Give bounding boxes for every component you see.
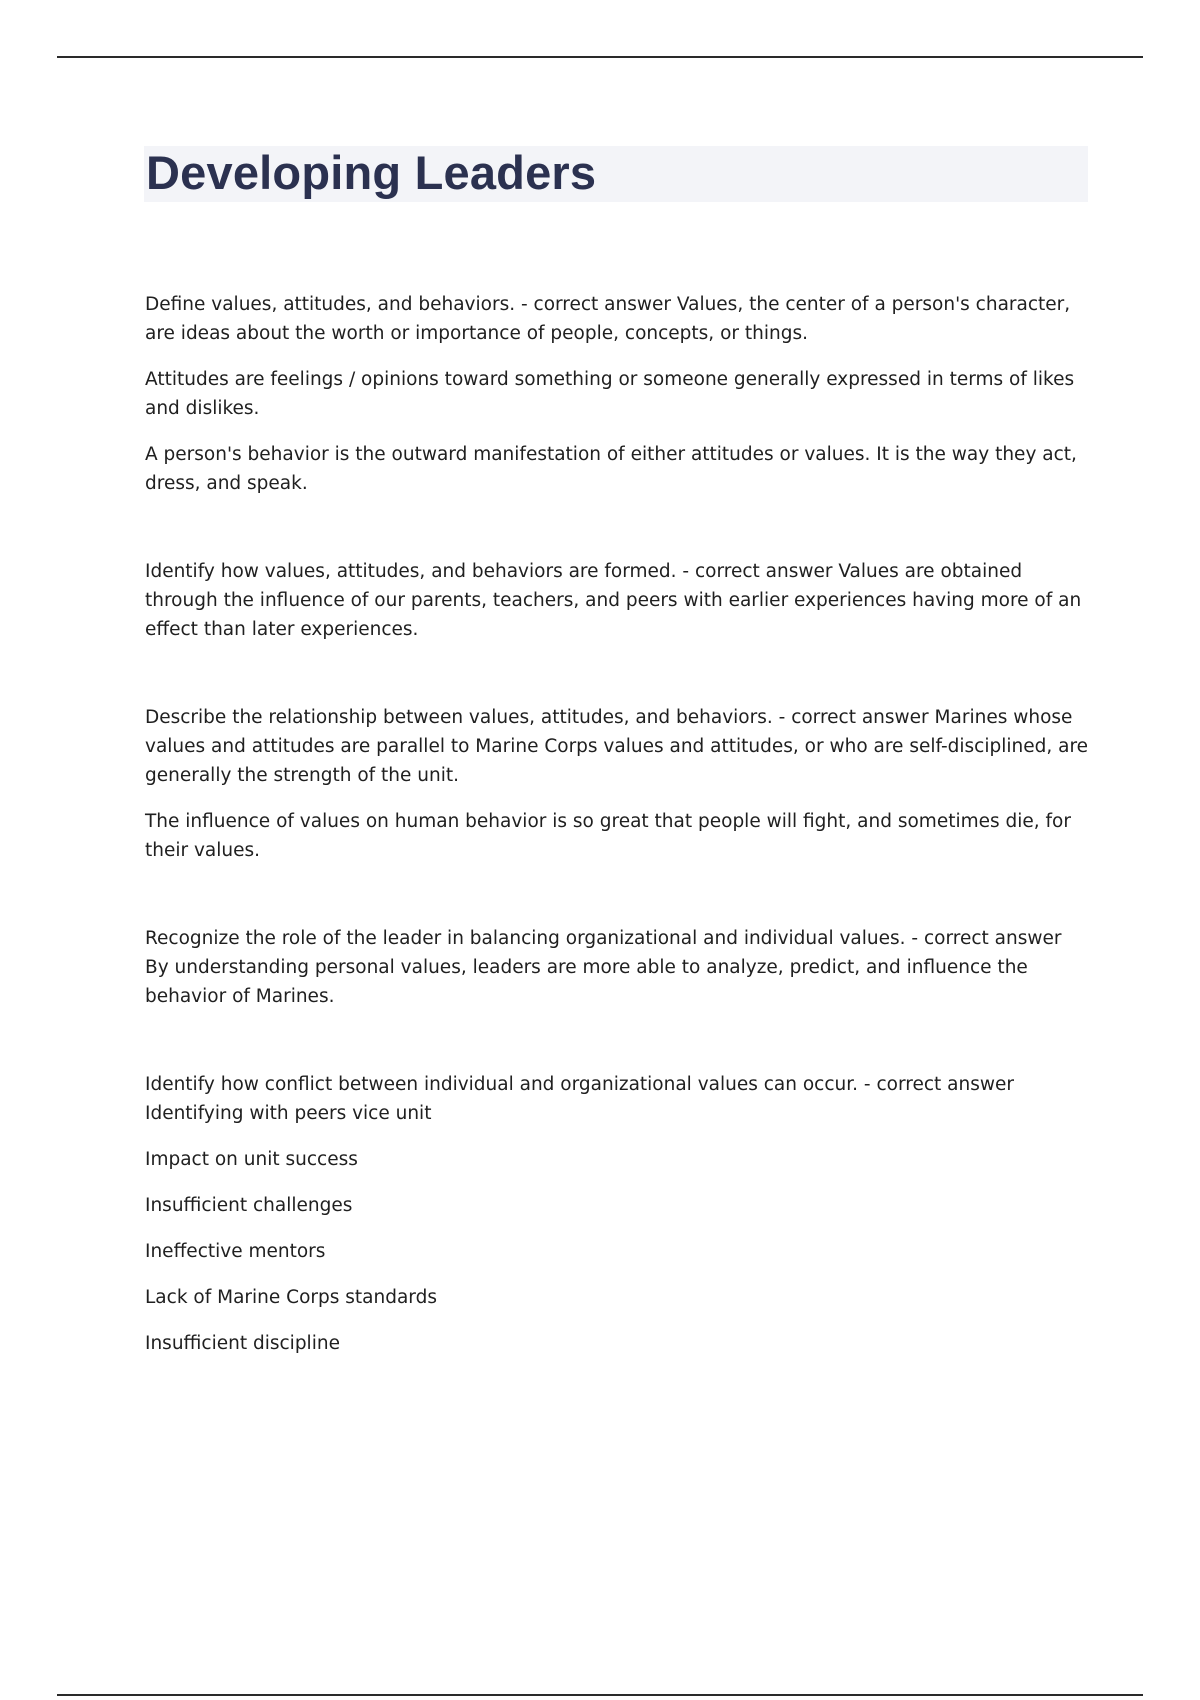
qa-paragraph: Describe the relationship between values, attitudes, and behaviors. - correct answer Marines whose values and attitudes are parallel to Marine Corps values and attitudes, or who are self-disciplined, are generally the strength of the unit. (145, 707, 1089, 786)
list-item: Insufficient challenges (145, 1195, 353, 1216)
qa-block-conflict (145, 1070, 1090, 1358)
qa-block-relationship (145, 703, 1090, 865)
qa-block-leader-role (145, 924, 1090, 1011)
qa-paragraph: Identify how conflict between individual and organizational values can occur. - correct answer Identifying with peers vice unit (145, 1074, 1014, 1124)
list-item: Ineffective mentors (145, 1241, 326, 1262)
qa-paragraph: Identify how values, attitudes, and behaviors are formed. - correct answer Values are obtained through the influence of our parents, teachers, and peers with earlier experiences having more of an effect than later experiences. (145, 561, 1082, 640)
list-item: Lack of Marine Corps standards (145, 1287, 437, 1308)
top-rule (57, 56, 1143, 58)
qa-block-how-formed (145, 557, 1090, 644)
list-item: Insufficient discipline (145, 1333, 340, 1354)
page-title: Developing Leaders (146, 146, 597, 199)
qa-paragraph: Attitudes are feelings / opinions toward something or someone generally expressed in terms of likes and dislikes. (145, 369, 1075, 419)
qa-paragraph: The influence of values on human behavior is so great that people will fight, and sometimes die, for their values. (145, 811, 1071, 861)
list-item: Impact on unit success (145, 1149, 358, 1170)
qa-paragraph: Recognize the role of the leader in balancing organizational and individual values. - correct answer By understanding personal values, leaders are more able to analyze, predict, and influence the behavior of Marines. (145, 928, 1062, 1007)
qa-paragraph: A person's behavior is the outward manifestation of either attitudes or values. It is the way they act, dress, and speak. (145, 444, 1077, 494)
bottom-rule (57, 1694, 1143, 1696)
document-body (145, 290, 1090, 1375)
qa-paragraph: Define values, attitudes, and behaviors. - correct answer Values, the center of a person's character, are ideas about the worth or importance of people, concepts, or things. (145, 294, 1071, 344)
qa-block-values-attitudes-behaviors (145, 290, 1090, 498)
